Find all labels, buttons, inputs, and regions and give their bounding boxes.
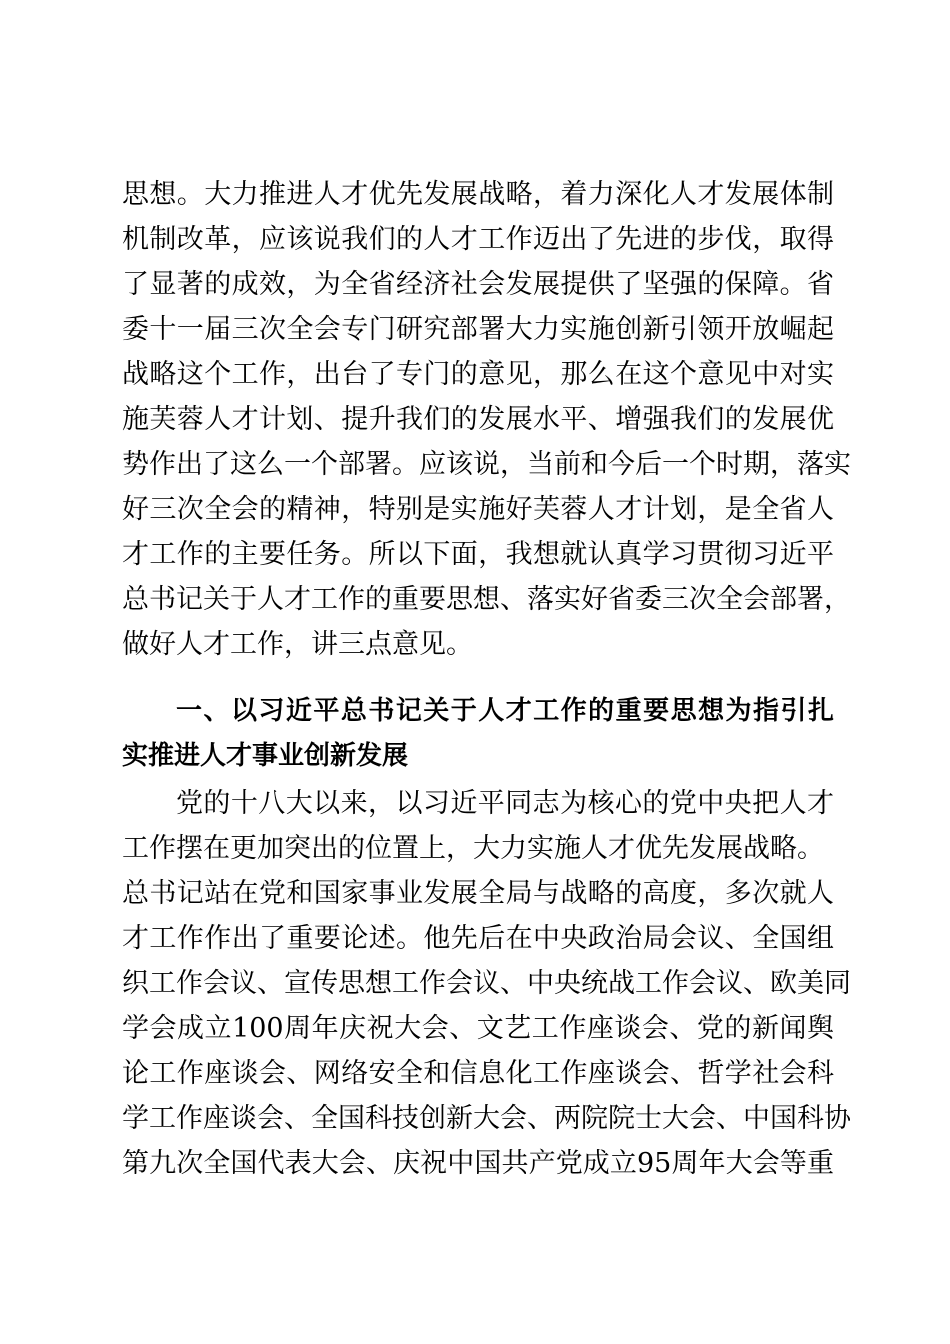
text-line: 机制改革，应该说我们的人才工作迈出了先进的步伐，取得 (122, 224, 834, 255)
section-heading-1 (122, 689, 834, 779)
text-line: 织工作会议、宣传思想工作会议、中央统战工作会议、欧美同 (122, 968, 851, 999)
paragraph-section-1 (122, 781, 851, 1186)
text-line: 势作出了这么一个部署。应该说，当前和今后一个时期，落实 (122, 449, 851, 480)
text-line: 党的十八大以来，以习近平同志为核心的党中央把人才 (176, 788, 834, 819)
text-line: 才工作作出了重要论述。他先后在中央政治局会议、全国组 (122, 923, 834, 954)
text-line: 第九次全国代表大会、庆祝中国共产党成立95周年大会等重 (122, 1148, 834, 1179)
text-line: 战略这个工作，出台了专门的意见，那么在这个意见中对实 (122, 359, 834, 390)
text-line: 总书记关于人才工作的重要思想、落实好省委三次全会部署， (122, 584, 851, 615)
paragraph-intro (122, 172, 851, 667)
text-line: 施芙蓉人才计划、提升我们的发展水平、增强我们的发展优 (122, 404, 834, 435)
text-line: 学工作座谈会、全国科技创新大会、两院院士大会、中国科协 (122, 1103, 851, 1134)
text-line: 论工作座谈会、网络安全和信息化工作座谈会、哲学社会科 (122, 1058, 834, 1089)
heading-line: 实推进人才事业创新发展 (122, 741, 409, 771)
text-line: 学会成立100周年庆祝大会、文艺工作座谈会、党的新闻舆 (122, 1013, 834, 1044)
text-line: 总书记站在党和国家事业发展全局与战略的高度，多次就人 (122, 878, 834, 909)
heading-line: 一、以习近平总书记关于人才工作的重要思想为指引扎 (176, 696, 834, 726)
text-line: 了显著的成效，为全省经济社会发展提供了坚强的保障。省 (122, 269, 834, 300)
text-line: 好三次全会的精神，特别是实施好芙蓉人才计划，是全省人 (122, 494, 834, 525)
text-line: 委十一届三次全会专门研究部署大力实施创新引领开放崛起 (122, 314, 834, 345)
text-line: 思想。大力推进人才优先发展战略，着力深化人才发展体制 (122, 179, 834, 210)
text-line: 才工作的主要任务。所以下面，我想就认真学习贯彻习近平 (122, 539, 834, 570)
text-line: 做好人才工作，讲三点意见。 (122, 629, 473, 660)
text-line: 工作摆在更加突出的位置上，大力实施人才优先发展战略。 (122, 833, 824, 864)
